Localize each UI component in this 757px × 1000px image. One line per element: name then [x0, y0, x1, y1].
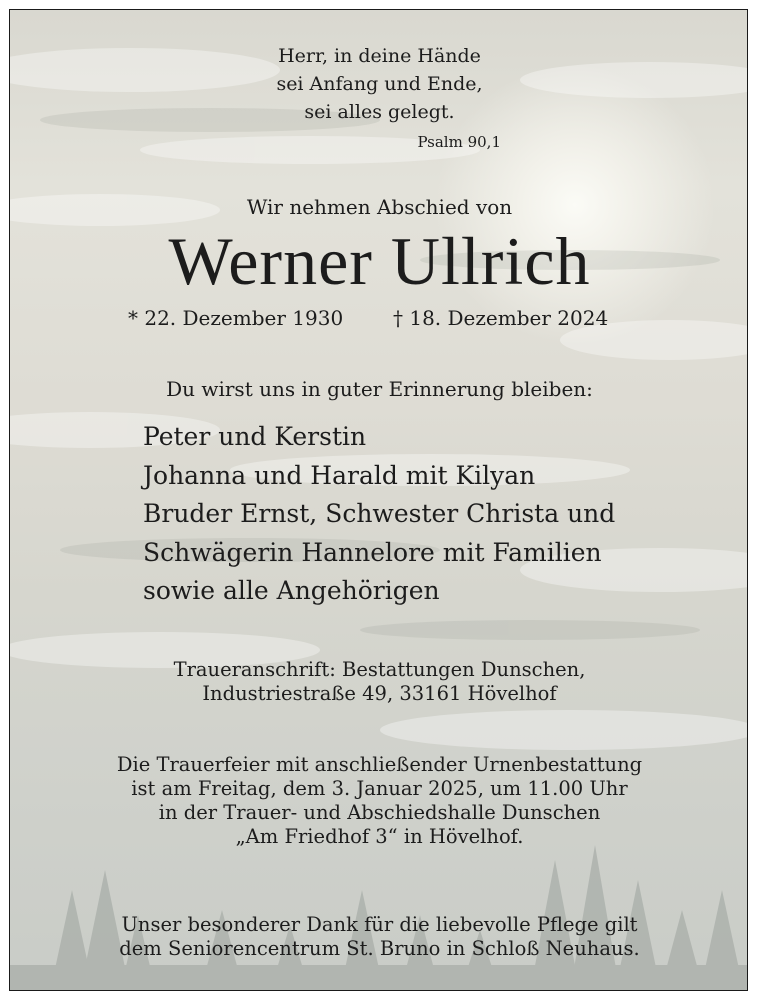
obituary-notice: [9, 9, 748, 991]
thanks-note: [10, 913, 748, 961]
memory-line: Du wirst uns in guter Erinnerung bleiben:: [166, 377, 593, 401]
psalm-line: sei alles gelegt.: [304, 101, 455, 123]
address-line: Traueranschrift: Bestattungen Dunschen,: [173, 658, 586, 681]
address-line: Industriestraße 49, 33161 Hövelhof: [202, 682, 557, 705]
intro-text: Wir nehmen Abschied von: [246, 195, 513, 219]
deceased-name: Werner Ullrich: [168, 223, 591, 299]
death-date: † 18. Dezember 2024: [393, 306, 609, 330]
mourner-entry: Schwägerin Hannelore mit Familien: [143, 537, 602, 567]
birth-date: * 22. Dezember 1930: [128, 306, 344, 330]
ceremony-details: [10, 753, 748, 849]
mourner-entry: sowie alle Angehörigen: [143, 576, 440, 605]
psalm-verse: [10, 42, 748, 126]
psalm-line: sei Anfang und Ende,: [276, 73, 483, 95]
mourning-address: [10, 658, 748, 706]
mourner-entry: Johanna und Harald mit Kilyan: [143, 460, 536, 490]
mourners-list: [143, 418, 615, 611]
thanks-line: dem Seniorencentrum St. Bruno in Schloß Neuhaus.: [119, 937, 640, 960]
thanks-line: Unser besonderer Dank für die liebevolle Pflege gilt: [121, 913, 638, 936]
ceremony-line: ist am Freitag, dem 3. Januar 2025, um 11.00 Uhr: [131, 777, 628, 800]
mourner-entry: Peter und Kerstin: [143, 422, 367, 451]
ceremony-line: in der Trauer- und Abschiedshalle Dunschen: [158, 801, 601, 824]
psalm-line: Herr, in deine Hände: [278, 45, 481, 67]
mourner-entry: Bruder Ernst, Schwester Christa und: [143, 499, 616, 528]
ceremony-line: Die Trauerfeier mit anschließender Urnenbestattung: [116, 753, 643, 776]
ceremony-line: „Am Friedhof 3“ in Hövelhof.: [235, 825, 524, 848]
psalm-reference: Psalm 90,1: [417, 133, 501, 151]
